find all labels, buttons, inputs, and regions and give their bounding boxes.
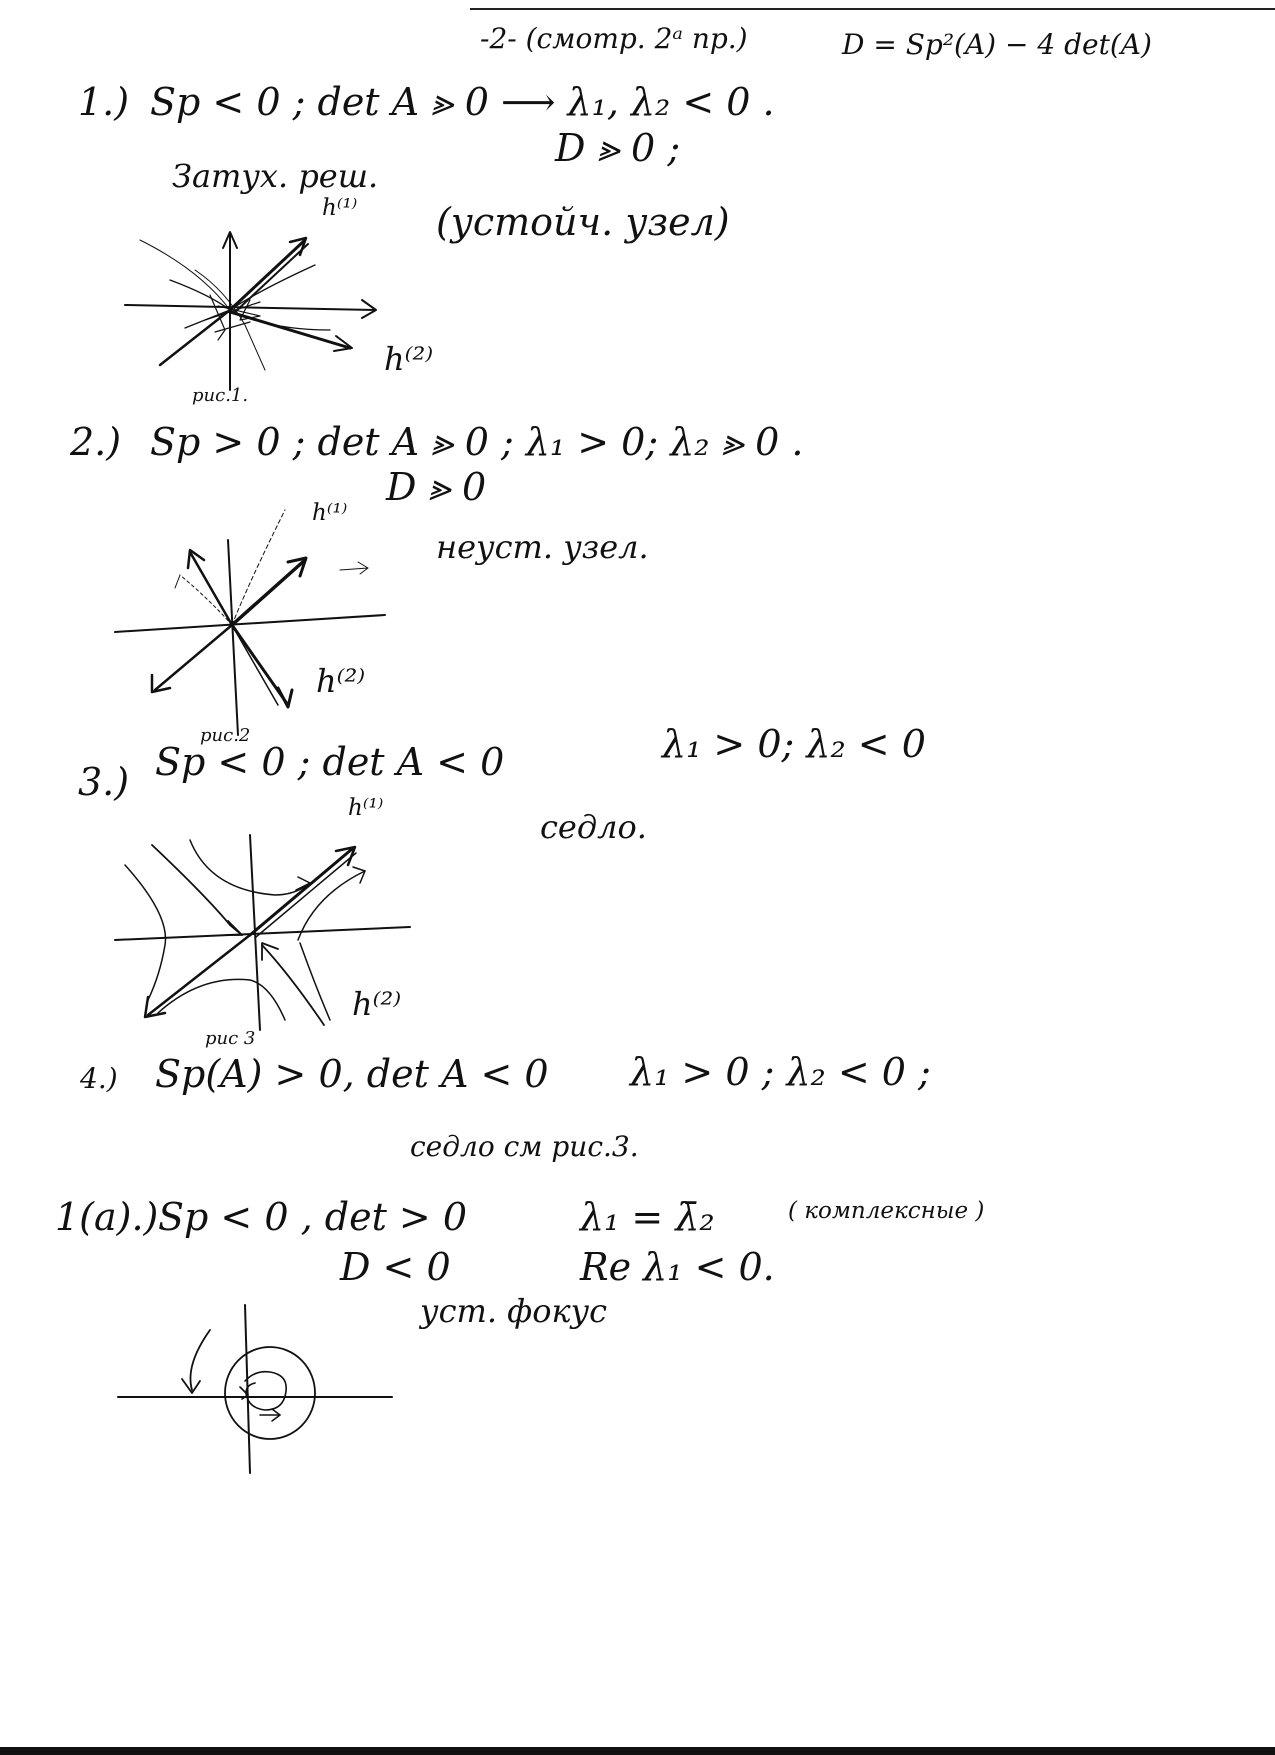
case-1a-real-part: Re λ₁ < 0. (580, 1245, 775, 1289)
case-4-eigenvalues: λ₁ > 0 ; λ₂ < 0 ; (630, 1050, 931, 1094)
case-1-type-label: (устойч. узел) (436, 200, 730, 244)
case-3-type-label: седло. (540, 808, 647, 846)
case-1-note: Затух. реш. (172, 157, 379, 195)
case-3-vector-h1-label: h⁽¹⁾ (348, 795, 384, 821)
case-1a-eigenvalues: λ₁ = λ̄₂ (580, 1195, 715, 1239)
page-marker: -2- (смотр. 2ᵃ пр.) (480, 22, 748, 55)
case-4-condition: Sp(A) > 0, det A < 0 (155, 1052, 549, 1096)
case-2-condition: Sp > 0 ; det A ⪢ 0 ; λ₁ > 0; λ₂ ⪢ 0 . (150, 420, 804, 464)
case-2-unstable-node-diagram (110, 540, 400, 740)
case-3-condition: Sp < 0 ; det A < 0 (155, 740, 505, 784)
case-2-vector-h2-label: h⁽²⁾ (316, 662, 366, 700)
case-4-type-label: седло см рис.3. (410, 1130, 639, 1163)
case-1a-eigen-note: ( комплексные ) (788, 1198, 985, 1224)
case-1a-type-label: уст. фокус (420, 1292, 608, 1330)
case-1a-number: 1(a).) (55, 1195, 159, 1239)
case-3-vector-h2-label: h⁽²⁾ (352, 985, 402, 1023)
case-2-type-label: неуст. узел. (436, 528, 649, 566)
case-1-number: 1.) (78, 80, 130, 124)
case-2-number: 2.) (70, 420, 122, 464)
case-3-caption: рис 3 (205, 1028, 256, 1049)
page-top-edge-line (470, 8, 1275, 10)
case-3-number: 3.) (78, 760, 130, 804)
case-1a-discriminant: D < 0 (340, 1245, 451, 1289)
case-2-discriminant: D ⪢ 0 (386, 465, 487, 509)
case-1-vector-h2-label: h⁽²⁾ (384, 340, 434, 378)
case-1-vector-h1-label: h⁽¹⁾ (322, 195, 358, 221)
case-1a-condition: Sp < 0 , det > 0 (158, 1195, 468, 1239)
case-2-vector-h1-label: h⁽¹⁾ (312, 500, 348, 526)
case-1-caption: рис.1. (192, 385, 249, 406)
case-3-saddle-diagram (110, 835, 420, 1035)
discriminant-formula: D = Sp²(A) − 4 det(A) (842, 28, 1152, 61)
case-3-eigenvalues: λ₁ > 0; λ₂ < 0 (662, 722, 926, 766)
case-1-discriminant: D ⪢ 0 ; (555, 126, 681, 170)
case-4-number: 4.) (80, 1062, 118, 1095)
case-1-stable-node-diagram (100, 210, 400, 400)
case-2-caption: рис.2 (200, 725, 251, 746)
scan-bottom-edge (0, 1747, 1275, 1755)
case-1-condition: Sp < 0 ; det A ⪢ 0 ⟶ λ₁, λ₂ < 0 . (150, 80, 775, 124)
case-1a-stable-focus-diagram (110, 1295, 410, 1485)
